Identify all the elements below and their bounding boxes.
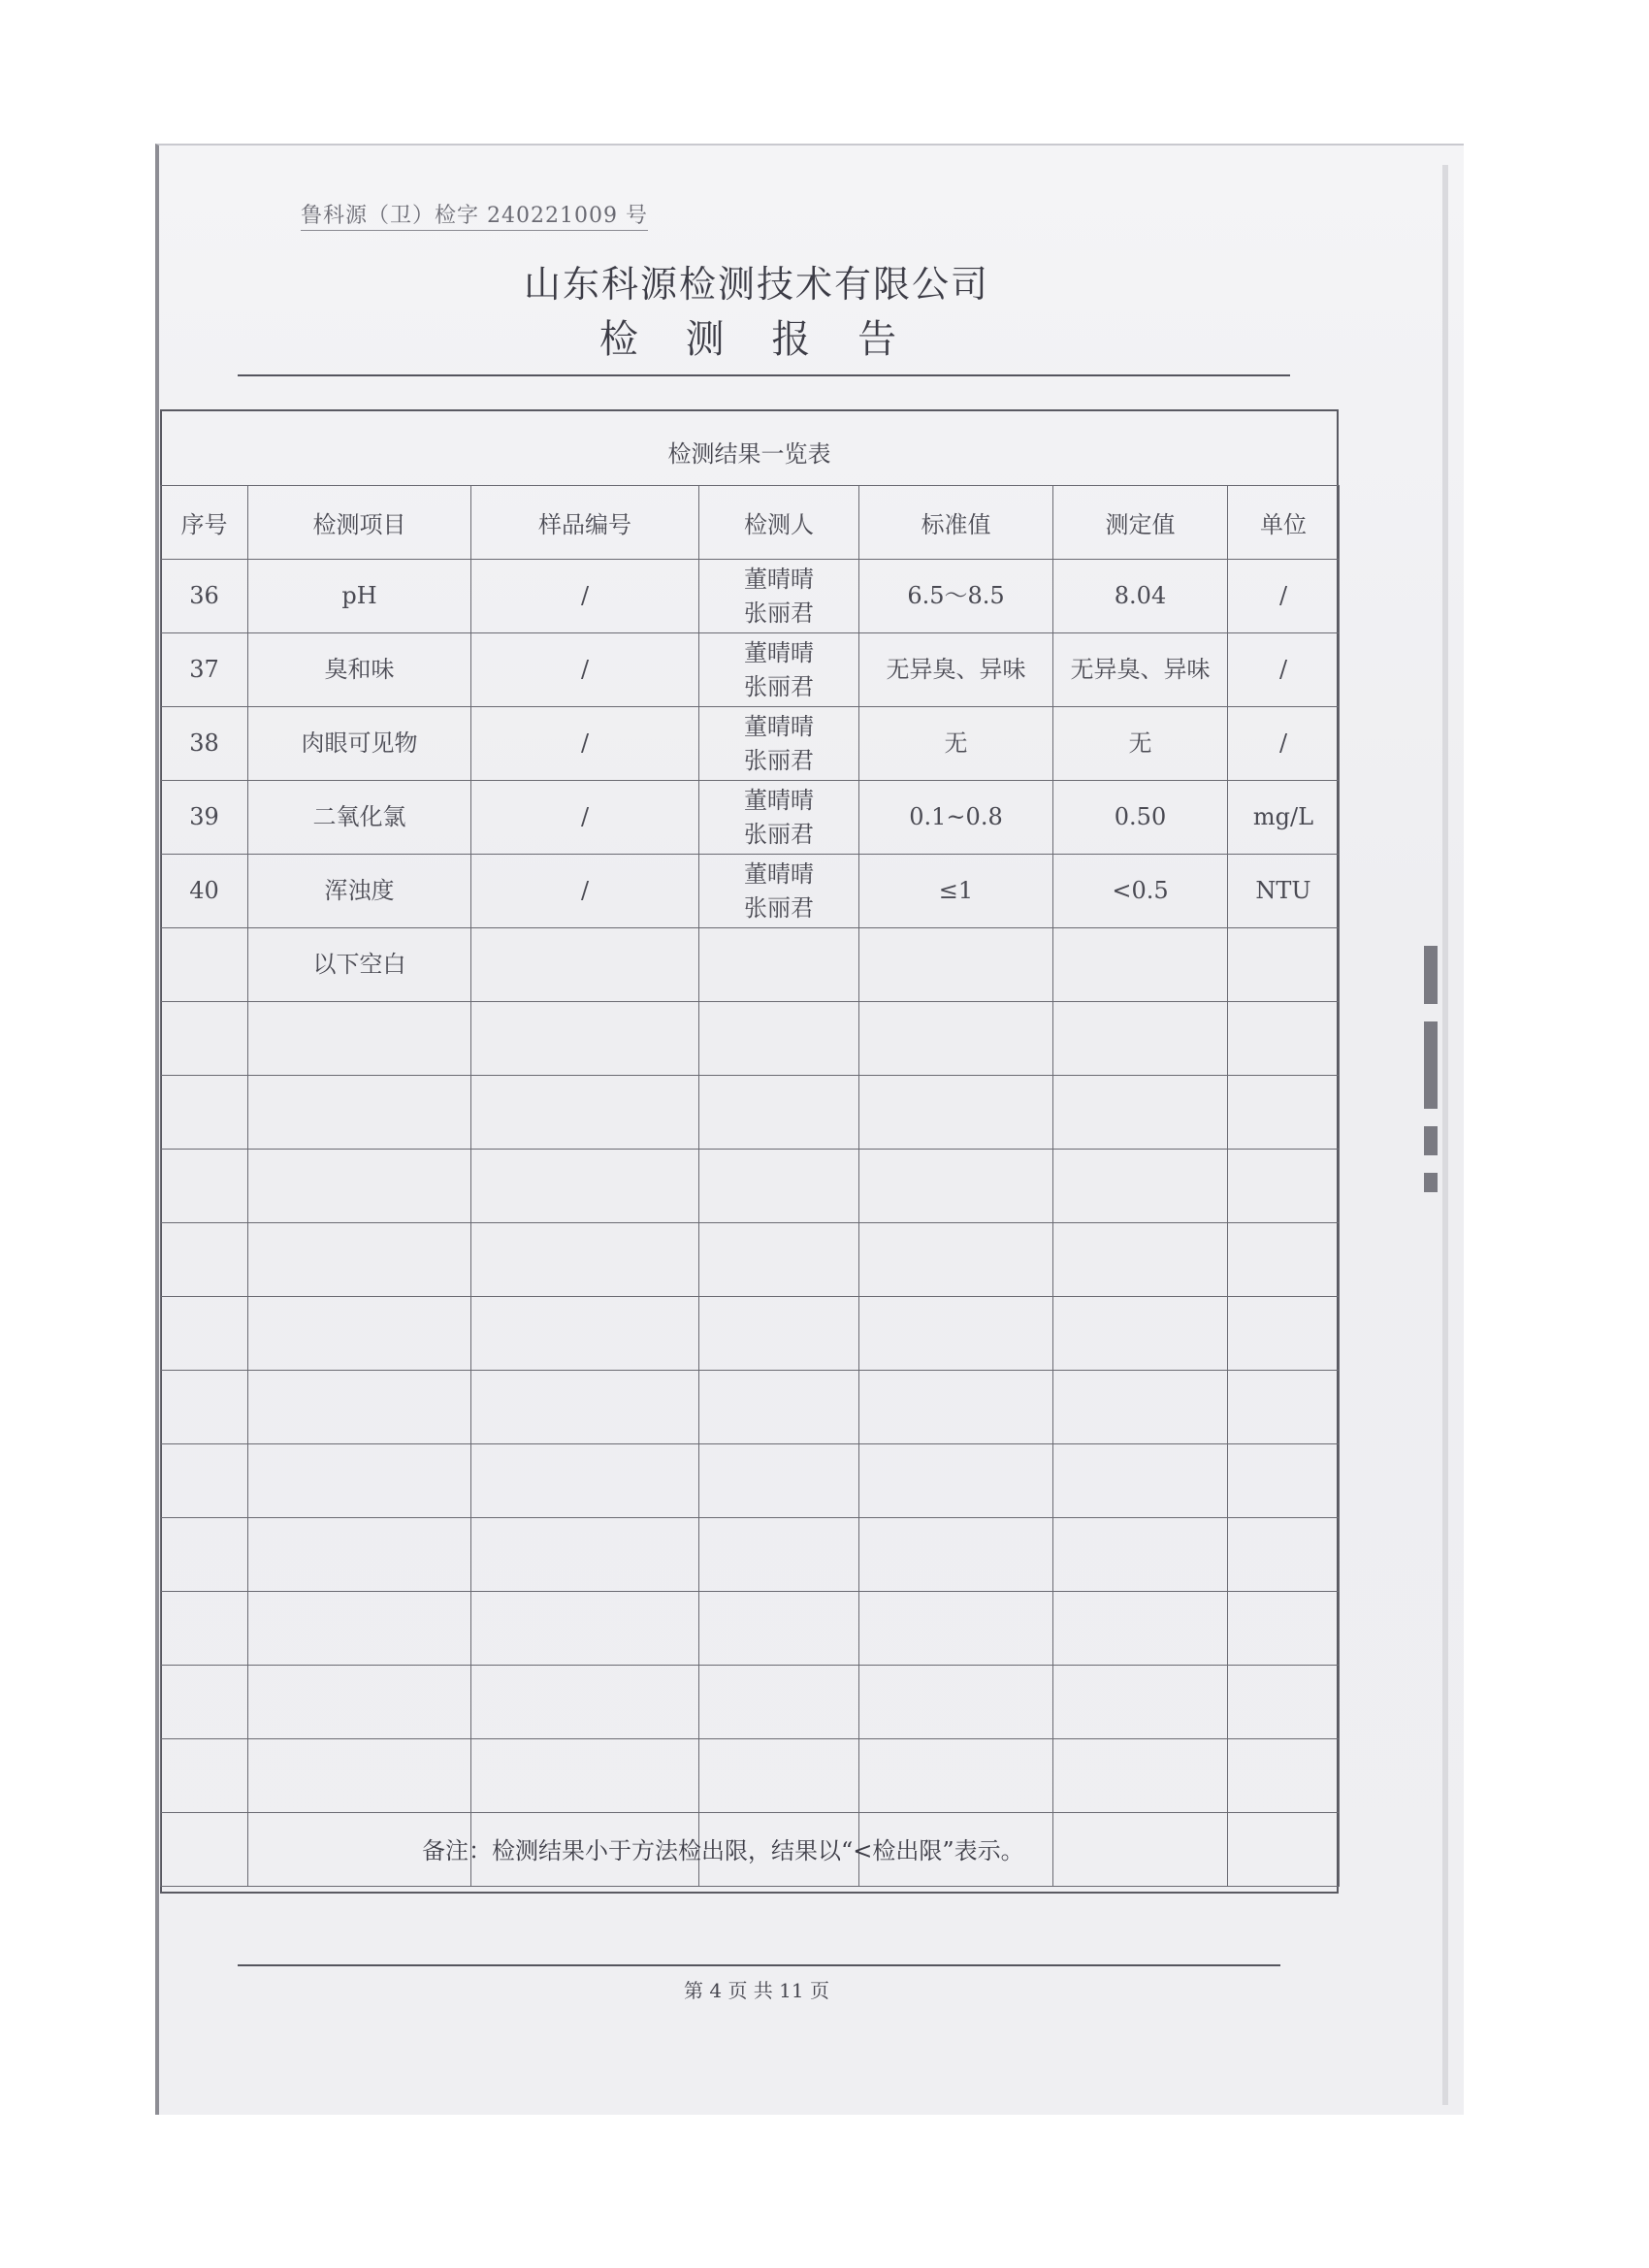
empty-row [161, 1666, 1340, 1739]
tester-name: 董晴晴 [744, 712, 814, 740]
empty-row [161, 1518, 1340, 1592]
column-header-no: 序号 [161, 486, 248, 560]
cell-no: 37 [161, 633, 248, 707]
cell-item: 浑浊度 [248, 855, 471, 928]
remarks-note: 备注：检测结果小于方法检出限，结果以“<检出限”表示。 [422, 1837, 1024, 1864]
table-row [161, 560, 1340, 633]
cell-unit: / [1228, 560, 1340, 633]
cell-unit: / [1228, 633, 1340, 707]
empty-row [161, 1592, 1340, 1666]
tester-name: 张丽君 [744, 599, 814, 627]
header-divider [238, 374, 1290, 376]
empty-row [161, 1297, 1340, 1371]
document-number: 鲁科源（卫）检字 240221009 号 [301, 199, 648, 229]
cell-tester [699, 633, 859, 707]
cell-standard: 无异臭、异味 [859, 633, 1053, 707]
cell-item: 二氧化氯 [248, 781, 471, 855]
cell-no: 38 [161, 707, 248, 781]
empty-row [161, 1223, 1340, 1297]
cell-sample: / [471, 707, 699, 781]
table-header-row [161, 486, 1340, 560]
page-number: 第 4 页 共 11 页 [684, 1979, 829, 2002]
footer-divider [238, 1964, 1280, 1966]
report-title: 检 测 报 告 [598, 317, 915, 362]
empty-row [161, 1002, 1340, 1076]
cell-measured: 8.04 [1053, 560, 1228, 633]
cell-no: 39 [161, 781, 248, 855]
cell-item: 臭和味 [248, 633, 471, 707]
cell-measured: <0.5 [1053, 855, 1228, 928]
cell-sample: / [471, 560, 699, 633]
blank-marker: 以下空白 [248, 928, 471, 1002]
tester-name: 张丽君 [744, 820, 814, 848]
cell-standard: ≤1 [859, 855, 1053, 928]
cell-measured: 0.50 [1053, 781, 1228, 855]
empty-row [161, 1371, 1340, 1444]
cell-tester [699, 855, 859, 928]
cell-sample: / [471, 855, 699, 928]
cell-unit: NTU [1228, 855, 1340, 928]
table-row [161, 855, 1340, 928]
cell-sample: / [471, 633, 699, 707]
column-header-measured: 测定值 [1053, 486, 1228, 560]
tester-name: 张丽君 [744, 672, 814, 700]
table-title: 检测结果一览表 [667, 440, 831, 468]
tester-name: 董晴晴 [744, 565, 814, 593]
cell-item: pH [248, 560, 471, 633]
cell-sample: / [471, 781, 699, 855]
empty-row [161, 1150, 1340, 1223]
table-row [161, 707, 1340, 781]
cell-tester [699, 707, 859, 781]
cell-item: 肉眼可见物 [248, 707, 471, 781]
table-row [161, 633, 1340, 707]
tester-name: 董晴晴 [744, 786, 814, 814]
column-header-item: 检测项目 [248, 486, 471, 560]
column-header-standard: 标准值 [859, 486, 1053, 560]
column-header-sample: 样品编号 [471, 486, 699, 560]
table-row [161, 781, 1340, 855]
results-table [160, 485, 1340, 1887]
tester-name: 董晴晴 [744, 859, 814, 888]
tester-name: 董晴晴 [744, 638, 814, 666]
cell-tester [699, 781, 859, 855]
cell-standard: 0.1~0.8 [859, 781, 1053, 855]
cell-measured: 无 [1053, 707, 1228, 781]
empty-row [161, 1444, 1340, 1518]
cell-unit: mg/L [1228, 781, 1340, 855]
company-name: 山东科源检测技术有限公司 [523, 263, 989, 306]
column-header-unit: 单位 [1228, 486, 1340, 560]
cell-unit: / [1228, 707, 1340, 781]
empty-row [161, 1076, 1340, 1150]
column-header-tester: 检测人 [699, 486, 859, 560]
binding-marks [1424, 946, 1447, 1237]
blank-marker-row [161, 928, 1340, 1002]
cell-standard: 无 [859, 707, 1053, 781]
cell-measured: 无异臭、异味 [1053, 633, 1228, 707]
cell-standard: 6.5～8.5 [859, 560, 1053, 633]
cell-no: 36 [161, 560, 248, 633]
cell-no: 40 [161, 855, 248, 928]
cell-tester [699, 560, 859, 633]
tester-name: 张丽君 [744, 746, 814, 774]
empty-row [161, 1739, 1340, 1813]
tester-name: 张丽君 [744, 893, 814, 922]
